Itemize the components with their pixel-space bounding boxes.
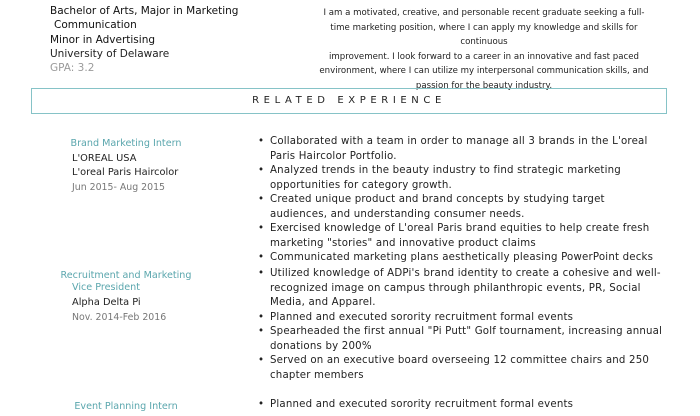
job-entry [56, 138, 196, 196]
bullet-item: • Planned and executed sorority recruitment formal events [258, 398, 665, 413]
education-section [50, 4, 238, 75]
company-name: L'OREAL USA [72, 152, 137, 164]
job-dates: Nov. 2014-Feb 2016 [72, 311, 167, 323]
objective-line: passion for the beauty industry. [415, 80, 553, 91]
bullet-item: • Communicated marketing plans aesthetically pleasing PowerPoint decks [258, 251, 665, 266]
bullet-item: • Collaborated with a team in order to manage all 3 brands in the L'oreal Paris Haircolor Portfolio. [258, 135, 665, 164]
section-heading-related-experience: RELATED EXPERIENCE [31, 88, 667, 114]
job-title-continued: Vice President [72, 281, 140, 293]
bullet-item: • Created unique product and brand concepts by studying target audiences, and understanding consumer needs. [258, 193, 665, 222]
bullet-item: • Analyzed trends in the beauty industry to find strategic marketing opportunities for category growth. [258, 164, 665, 193]
job-bullets [258, 398, 665, 413]
objective-line: environment, where I can utilize my interpersonal communication skills, and [319, 66, 649, 77]
degree: Bachelor of Arts, Major in Marketing [50, 5, 239, 17]
job-bullets [258, 135, 665, 266]
objective-line: I am a motivated, creative, and personable recent graduate seeking a full- [323, 8, 645, 18]
job-bullets [258, 267, 665, 383]
bullet-item: • Planned and executed sorority recruitment formal events [258, 311, 665, 326]
job-entry [56, 401, 196, 413]
objective-statement [318, 6, 650, 94]
degree-continued: Communication [54, 19, 137, 32]
minor: Minor in Advertising [50, 33, 156, 46]
job-entry [56, 270, 212, 325]
bullet-item: • Utilized knowledge of ADPi's brand identity to create a cohesive and well-recognized image on campus through philanthropic events, PR, Social Media, and Apparel. [258, 267, 665, 311]
gpa: GPA: 3.2 [50, 62, 95, 75]
bullet-item: • Served on an executive board overseeing 12 committee chairs and 250 chapter members [258, 354, 665, 383]
objective-line: time marketing position, where I can apply my knowledge and skills for continuous [330, 22, 638, 48]
objective-line: improvement. I look forward to a career in an innovative and fast paced [329, 51, 639, 62]
company-name: Alpha Delta Pi [72, 297, 141, 308]
job-title: Recruitment and Marketing [60, 270, 192, 281]
school-name: University of Delaware [50, 47, 170, 60]
job-title: Event Planning Intern [74, 401, 178, 412]
company-division: L'oreal Paris Haircolor [72, 167, 179, 179]
bullet-item: • Spearheaded the first annual "Pi Putt" Golf tournament, increasing annual donations by 200% [258, 325, 665, 354]
job-title: Brand Marketing Intern [70, 138, 182, 149]
job-dates: Jun 2015- Aug 2015 [72, 181, 165, 193]
bullet-item: • Exercised knowledge of L'oreal Paris brand equities to help create fresh marketing "stories" and innovative product claims [258, 222, 665, 251]
